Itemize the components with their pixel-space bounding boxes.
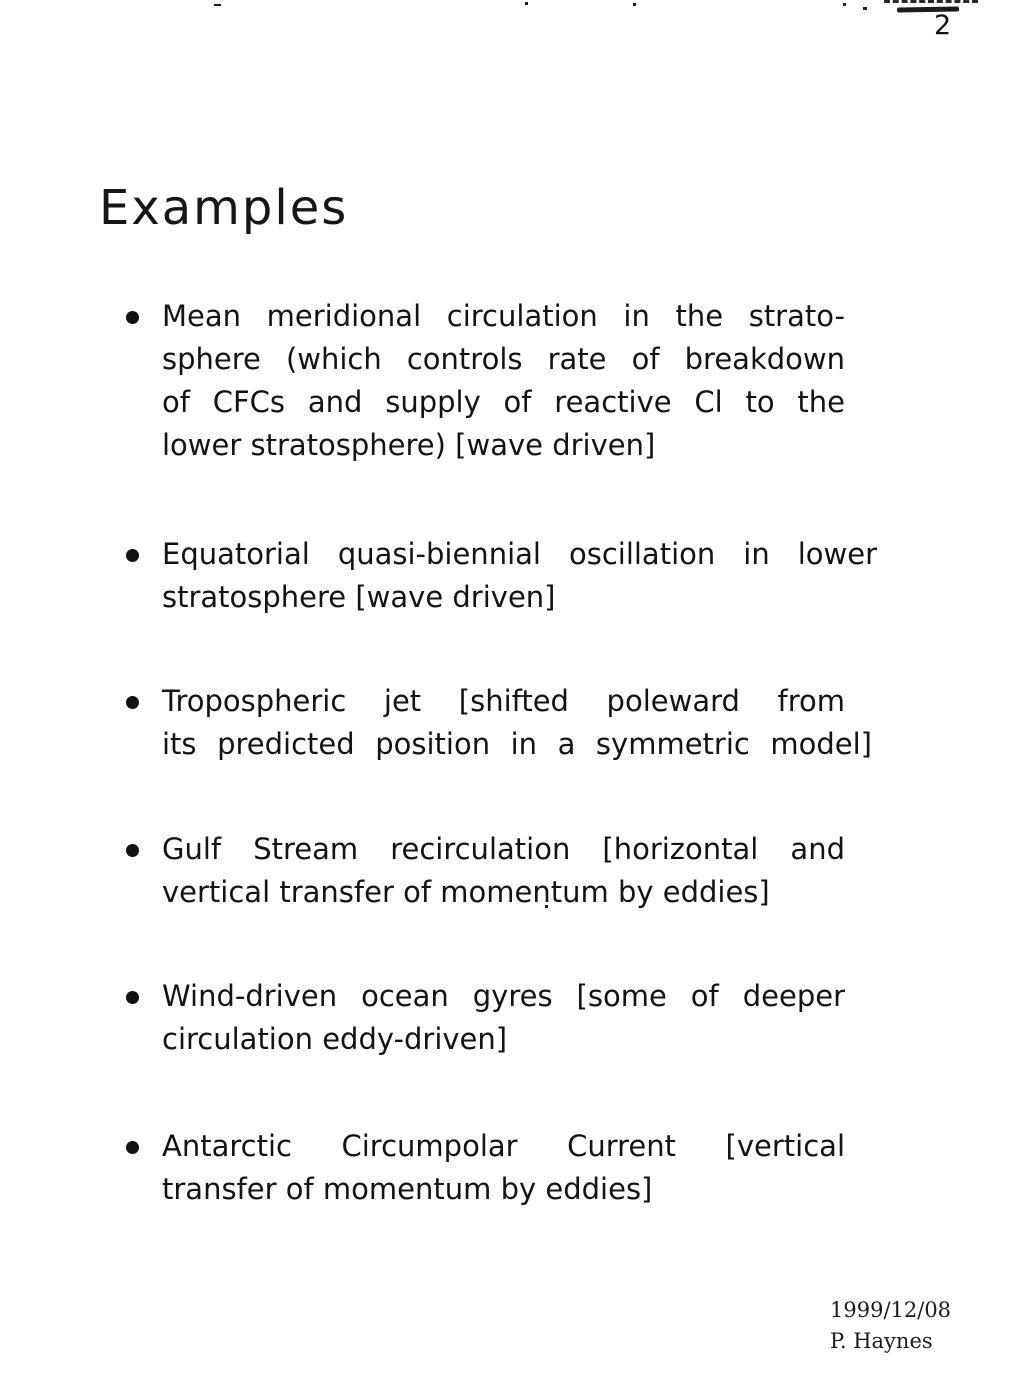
bullet-marker <box>126 311 139 324</box>
text-line: transfer of momentum by eddies] <box>162 1172 653 1206</box>
text-line: Antarctic Circumpolar Current [vertical <box>162 1129 845 1163</box>
text-line: sphere (which controls rate of breakdown <box>162 342 845 376</box>
list-item <box>126 1125 845 1211</box>
bullet-marker <box>126 991 139 1004</box>
list-item <box>126 975 845 1061</box>
scan-artifact <box>884 0 978 3</box>
text-line: its predicted position in a symmetric model] <box>162 727 872 761</box>
text-line: stratosphere [wave driven] <box>162 580 556 614</box>
list-item <box>126 680 872 766</box>
scan-artifact <box>633 3 636 6</box>
bullet-marker <box>126 1141 139 1154</box>
page-title: Examples <box>99 180 349 236</box>
bullet-marker <box>126 549 139 562</box>
bullet-text <box>162 295 845 467</box>
bullet-text <box>162 975 845 1061</box>
page-number: 2 <box>934 10 952 41</box>
list-item <box>126 533 877 619</box>
text-line: lower stratosphere) [wave driven] <box>162 428 656 462</box>
text-line: vertical transfer of momentum by eddies] <box>162 875 770 909</box>
text-line: Wind-driven ocean gyres [some of deeper <box>162 979 845 1013</box>
bullet-text <box>162 1125 845 1211</box>
scan-artifact <box>863 7 867 10</box>
bullet-marker <box>126 696 139 709</box>
list-item <box>126 828 845 914</box>
text-line: of CFCs and supply of reactive Cl to the <box>162 385 845 419</box>
footer <box>830 1295 951 1357</box>
text-line: Tropospheric jet [shifted poleward from <box>162 684 845 718</box>
text-line: Equatorial quasi-biennial oscillation in lower <box>162 537 877 571</box>
footer-author: P. Haynes <box>830 1329 933 1353</box>
text-line: Mean meridional circulation in the strato- <box>162 299 845 333</box>
scan-artifact <box>214 4 221 6</box>
scan-artifact <box>525 2 528 5</box>
text-line: circulation eddy-driven] <box>162 1022 508 1056</box>
bullet-text <box>162 533 877 619</box>
list-item <box>126 295 845 467</box>
text-line: Gulf Stream recirculation [horizontal and <box>162 832 845 866</box>
bullet-marker <box>126 844 139 857</box>
footer-date: 1999/12/08 <box>830 1298 952 1322</box>
scan-artifact <box>843 3 846 6</box>
bullet-text <box>162 828 845 914</box>
bullet-text <box>162 680 872 766</box>
